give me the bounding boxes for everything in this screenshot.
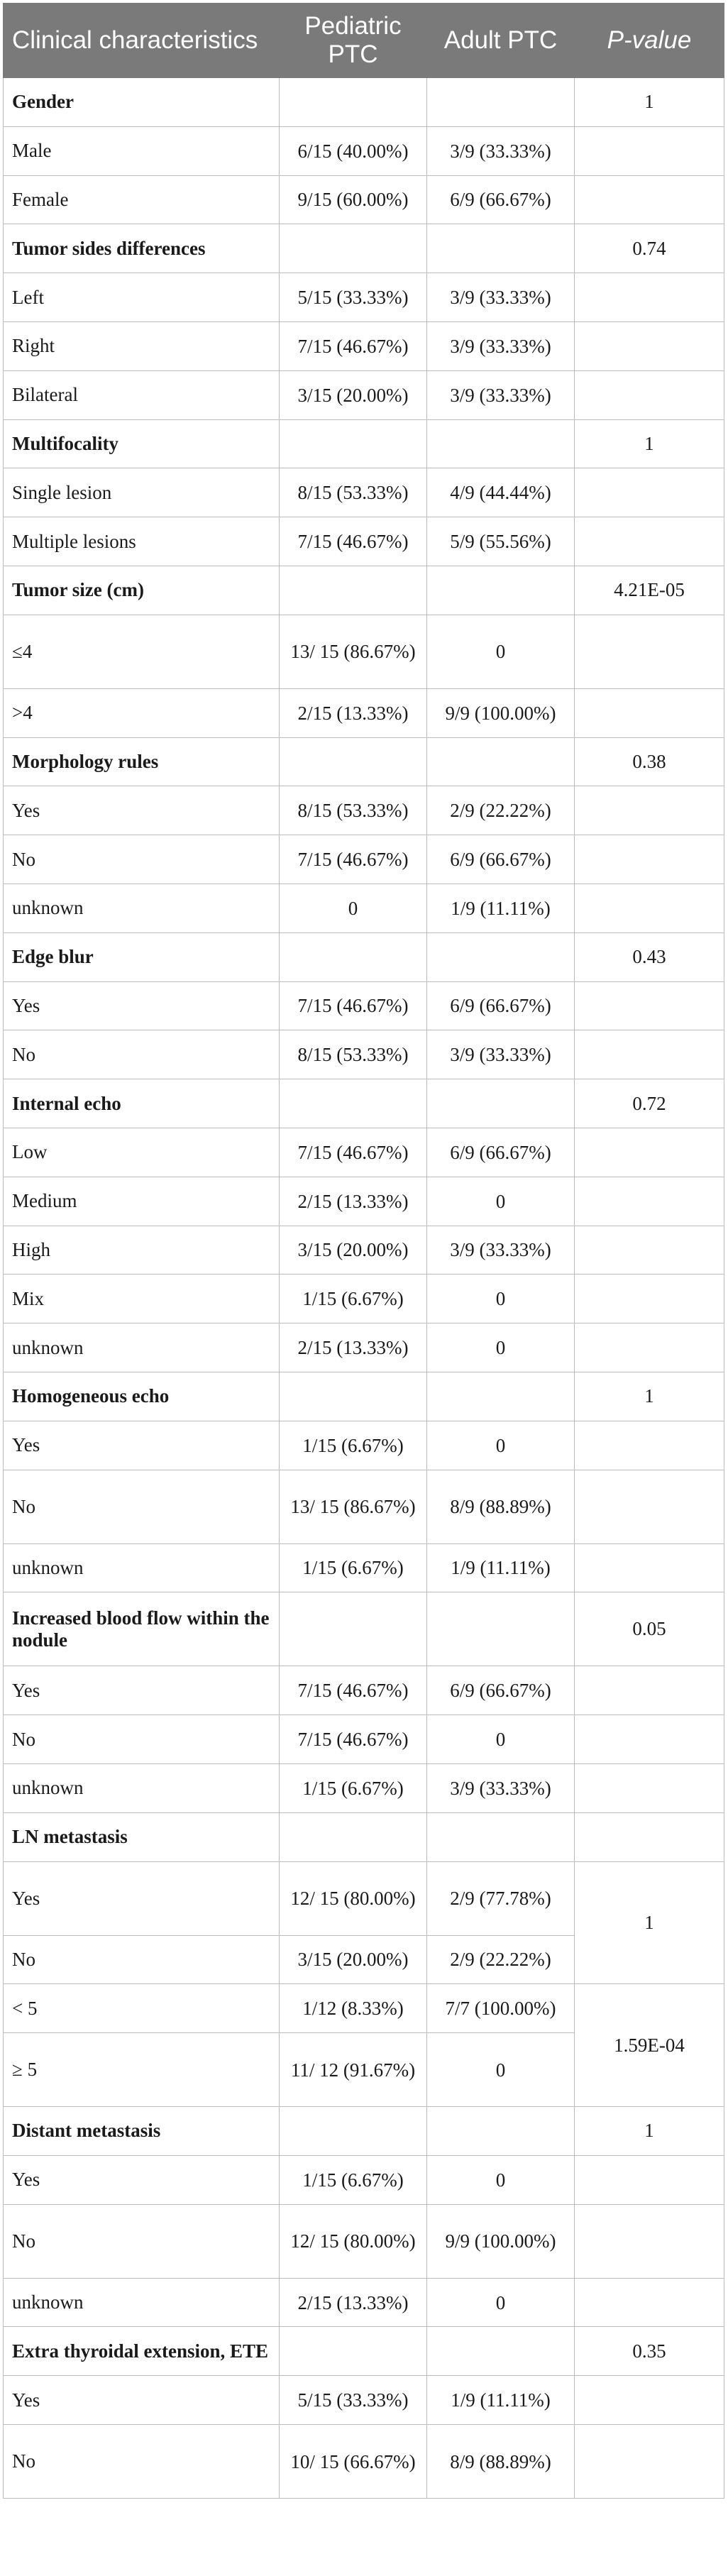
adult-value: 4/9 (44.44%) bbox=[427, 468, 575, 517]
group-label: Multifocality bbox=[4, 419, 280, 468]
pediatric-value: 0 bbox=[280, 884, 427, 932]
pediatric-value bbox=[280, 1079, 427, 1128]
header-pediatric-ptc: Pediatric PTC bbox=[280, 4, 427, 78]
group-label: Extra thyroidal extension, ETE bbox=[4, 2327, 280, 2376]
p-value bbox=[575, 370, 724, 419]
group-label: LN metastasis bbox=[4, 1812, 280, 1861]
p-value bbox=[575, 468, 724, 517]
pediatric-value bbox=[280, 2327, 427, 2376]
p-value bbox=[575, 1666, 724, 1715]
adult-value: 7/7 (100.00%) bbox=[427, 1984, 575, 2033]
p-value: 0.43 bbox=[575, 932, 724, 981]
pediatric-value: 7/15 (46.67%) bbox=[280, 981, 427, 1030]
pediatric-value: 13/ 15 (86.67%) bbox=[280, 1470, 427, 1543]
p-value: 1 bbox=[575, 1861, 724, 1984]
p-value bbox=[575, 1421, 724, 1470]
pediatric-value: 13/ 15 (86.67%) bbox=[280, 615, 427, 688]
p-value bbox=[575, 1812, 724, 1861]
table-group-row bbox=[4, 737, 724, 786]
adult-value: 9/9 (100.00%) bbox=[427, 688, 575, 737]
table-row bbox=[4, 1226, 724, 1275]
p-value bbox=[575, 175, 724, 224]
group-label: Morphology rules bbox=[4, 737, 280, 786]
group-label: Tumor sides differences bbox=[4, 224, 280, 273]
p-value bbox=[575, 1226, 724, 1275]
adult-value: 3/9 (33.33%) bbox=[427, 273, 575, 322]
adult-value bbox=[427, 932, 575, 981]
header-row bbox=[4, 4, 724, 78]
adult-value: 2/9 (22.22%) bbox=[427, 786, 575, 835]
p-value bbox=[575, 1470, 724, 1543]
pediatric-value: 2/15 (13.33%) bbox=[280, 688, 427, 737]
row-label: High bbox=[4, 1226, 280, 1275]
adult-value: 5/9 (55.56%) bbox=[427, 517, 575, 566]
pediatric-value bbox=[280, 1592, 427, 1666]
row-label: No bbox=[4, 835, 280, 884]
pediatric-value: 6/15 (40.00%) bbox=[280, 126, 427, 175]
table-row bbox=[4, 175, 724, 224]
p-value bbox=[575, 615, 724, 688]
row-label: unknown bbox=[4, 2278, 280, 2327]
row-label: Male bbox=[4, 126, 280, 175]
adult-value: 0 bbox=[427, 2155, 575, 2204]
pediatric-value bbox=[280, 932, 427, 981]
p-value bbox=[575, 2278, 724, 2327]
table-group-row bbox=[4, 566, 724, 615]
row-label: unknown bbox=[4, 1323, 280, 1372]
adult-value bbox=[427, 78, 575, 127]
pediatric-value: 7/15 (46.67%) bbox=[280, 835, 427, 884]
row-label: Bilateral bbox=[4, 370, 280, 419]
group-label: Homogeneous echo bbox=[4, 1372, 280, 1421]
p-value bbox=[575, 786, 724, 835]
p-value: 0.38 bbox=[575, 737, 724, 786]
table-row bbox=[4, 1177, 724, 1226]
pediatric-value: 8/15 (53.33%) bbox=[280, 786, 427, 835]
header-adult-ptc: Adult PTC bbox=[427, 4, 575, 78]
pediatric-value: 11/ 12 (91.67%) bbox=[280, 2033, 427, 2107]
pediatric-value bbox=[280, 737, 427, 786]
adult-value bbox=[427, 1592, 575, 1666]
table-group-row bbox=[4, 932, 724, 981]
pediatric-value: 3/15 (20.00%) bbox=[280, 370, 427, 419]
p-value bbox=[575, 2425, 724, 2499]
pediatric-value: 1/15 (6.67%) bbox=[280, 2155, 427, 2204]
p-value bbox=[575, 688, 724, 737]
p-value bbox=[575, 981, 724, 1030]
adult-value bbox=[427, 419, 575, 468]
adult-value: 1/9 (11.11%) bbox=[427, 884, 575, 932]
row-label: No bbox=[4, 1470, 280, 1543]
table-row bbox=[4, 1715, 724, 1764]
row-label: Left bbox=[4, 273, 280, 322]
p-value bbox=[575, 1128, 724, 1177]
adult-value: 0 bbox=[427, 1715, 575, 1764]
p-value bbox=[575, 1030, 724, 1079]
adult-value: 3/9 (33.33%) bbox=[427, 126, 575, 175]
p-value: 4.21E-05 bbox=[575, 566, 724, 615]
pediatric-value bbox=[280, 78, 427, 127]
adult-value: 6/9 (66.67%) bbox=[427, 1666, 575, 1715]
adult-value bbox=[427, 737, 575, 786]
table-row bbox=[4, 1861, 724, 1935]
p-value bbox=[575, 1323, 724, 1372]
pediatric-value: 8/15 (53.33%) bbox=[280, 1030, 427, 1079]
p-value bbox=[575, 2376, 724, 2425]
p-value bbox=[575, 1715, 724, 1764]
adult-value: 0 bbox=[427, 1177, 575, 1226]
table-group-row bbox=[4, 2107, 724, 2156]
pediatric-value: 1/15 (6.67%) bbox=[280, 1763, 427, 1812]
group-label: Distant metastasis bbox=[4, 2107, 280, 2156]
p-value bbox=[575, 1275, 724, 1323]
table-row bbox=[4, 1128, 724, 1177]
table-group-row bbox=[4, 1079, 724, 1128]
adult-value: 3/9 (33.33%) bbox=[427, 1763, 575, 1812]
p-value: 0.05 bbox=[575, 1592, 724, 1666]
table-row bbox=[4, 2155, 724, 2204]
row-label: >4 bbox=[4, 688, 280, 737]
group-label: Tumor size (cm) bbox=[4, 566, 280, 615]
pediatric-value: 1/15 (6.67%) bbox=[280, 1543, 427, 1592]
row-label: Mix bbox=[4, 1275, 280, 1323]
table-group-row bbox=[4, 78, 724, 127]
table-row bbox=[4, 1421, 724, 1470]
adult-value: 8/9 (88.89%) bbox=[427, 2425, 575, 2499]
p-value: 1.59E-04 bbox=[575, 1984, 724, 2107]
p-value bbox=[575, 2155, 724, 2204]
pediatric-value: 5/15 (33.33%) bbox=[280, 2376, 427, 2425]
p-value: 0.72 bbox=[575, 1079, 724, 1128]
table-row bbox=[4, 1666, 724, 1715]
adult-value: 6/9 (66.67%) bbox=[427, 175, 575, 224]
table-row bbox=[4, 2278, 724, 2327]
adult-value: 3/9 (33.33%) bbox=[427, 370, 575, 419]
table-row bbox=[4, 1030, 724, 1079]
pediatric-value: 12/ 15 (80.00%) bbox=[280, 2204, 427, 2278]
pediatric-value: 5/15 (33.33%) bbox=[280, 273, 427, 322]
table-row bbox=[4, 1275, 724, 1323]
pediatric-value: 9/15 (60.00%) bbox=[280, 175, 427, 224]
adult-value: 6/9 (66.67%) bbox=[427, 835, 575, 884]
row-label: unknown bbox=[4, 884, 280, 932]
adult-value: 1/9 (11.11%) bbox=[427, 2376, 575, 2425]
table-row bbox=[4, 2204, 724, 2278]
table-group-row bbox=[4, 224, 724, 273]
p-value bbox=[575, 835, 724, 884]
row-label: Yes bbox=[4, 2376, 280, 2425]
group-label: Edge blur bbox=[4, 932, 280, 981]
group-label: Gender bbox=[4, 78, 280, 127]
p-value: 1 bbox=[575, 419, 724, 468]
row-label: ≥ 5 bbox=[4, 2033, 280, 2107]
table-row bbox=[4, 1984, 724, 2033]
clinical-characteristics-table bbox=[3, 3, 724, 2499]
row-label: Multiple lesions bbox=[4, 517, 280, 566]
table-group-row bbox=[4, 419, 724, 468]
group-label: Increased blood flow within the nodule bbox=[4, 1592, 280, 1666]
row-label: Yes bbox=[4, 2155, 280, 2204]
pediatric-value: 7/15 (46.67%) bbox=[280, 517, 427, 566]
pediatric-value bbox=[280, 566, 427, 615]
adult-value: 0 bbox=[427, 1323, 575, 1372]
table-row bbox=[4, 786, 724, 835]
pediatric-value: 3/15 (20.00%) bbox=[280, 1935, 427, 1984]
pediatric-value: 2/15 (13.33%) bbox=[280, 2278, 427, 2327]
p-value bbox=[575, 1763, 724, 1812]
pediatric-value: 1/12 (8.33%) bbox=[280, 1984, 427, 2033]
p-value bbox=[575, 2204, 724, 2278]
row-label: Yes bbox=[4, 1861, 280, 1935]
row-label: ≤4 bbox=[4, 615, 280, 688]
table-row bbox=[4, 2425, 724, 2499]
table-row bbox=[4, 981, 724, 1030]
row-label: < 5 bbox=[4, 1984, 280, 2033]
p-value bbox=[575, 1543, 724, 1592]
p-value bbox=[575, 1177, 724, 1226]
p-value bbox=[575, 321, 724, 370]
pediatric-value bbox=[280, 1812, 427, 1861]
pediatric-value: 10/ 15 (66.67%) bbox=[280, 2425, 427, 2499]
row-label: No bbox=[4, 2425, 280, 2499]
table-row bbox=[4, 1323, 724, 1372]
table-row bbox=[4, 1470, 724, 1543]
adult-value: 0 bbox=[427, 2278, 575, 2327]
table-row bbox=[4, 615, 724, 688]
adult-value: 3/9 (33.33%) bbox=[427, 1030, 575, 1079]
pediatric-value: 8/15 (53.33%) bbox=[280, 468, 427, 517]
adult-value: 0 bbox=[427, 615, 575, 688]
row-label: Low bbox=[4, 1128, 280, 1177]
row-label: No bbox=[4, 1030, 280, 1079]
table-body bbox=[4, 78, 724, 2499]
pediatric-value: 7/15 (46.67%) bbox=[280, 321, 427, 370]
row-label: Medium bbox=[4, 1177, 280, 1226]
p-value: 1 bbox=[575, 2107, 724, 2156]
adult-value: 0 bbox=[427, 1275, 575, 1323]
table-row bbox=[4, 2376, 724, 2425]
table-group-row bbox=[4, 1592, 724, 1666]
pediatric-value: 3/15 (20.00%) bbox=[280, 1226, 427, 1275]
table-row bbox=[4, 273, 724, 322]
table-row bbox=[4, 835, 724, 884]
pediatric-value: 7/15 (46.67%) bbox=[280, 1128, 427, 1177]
table-group-row bbox=[4, 1812, 724, 1861]
adult-value: 2/9 (22.22%) bbox=[427, 1935, 575, 1984]
adult-value bbox=[427, 1812, 575, 1861]
table-row bbox=[4, 321, 724, 370]
pediatric-value bbox=[280, 224, 427, 273]
row-label: No bbox=[4, 2204, 280, 2278]
table-row bbox=[4, 884, 724, 932]
adult-value bbox=[427, 2327, 575, 2376]
pediatric-value: 2/15 (13.33%) bbox=[280, 1323, 427, 1372]
p-value bbox=[575, 126, 724, 175]
row-label: Female bbox=[4, 175, 280, 224]
p-value bbox=[575, 517, 724, 566]
pediatric-value: 1/15 (6.67%) bbox=[280, 1275, 427, 1323]
table-row bbox=[4, 370, 724, 419]
pediatric-value: 7/15 (46.67%) bbox=[280, 1715, 427, 1764]
table-row bbox=[4, 468, 724, 517]
pediatric-value: 1/15 (6.67%) bbox=[280, 1421, 427, 1470]
p-value: 1 bbox=[575, 1372, 724, 1421]
p-value bbox=[575, 273, 724, 322]
row-label: Yes bbox=[4, 786, 280, 835]
adult-value: 3/9 (33.33%) bbox=[427, 1226, 575, 1275]
row-label: Right bbox=[4, 321, 280, 370]
adult-value: 0 bbox=[427, 1421, 575, 1470]
adult-value bbox=[427, 1372, 575, 1421]
header-clinical-characteristics: Clinical characteristics bbox=[4, 4, 280, 78]
table-group-row bbox=[4, 2327, 724, 2376]
p-value: 0.74 bbox=[575, 224, 724, 273]
header-p-value: P-value bbox=[575, 4, 724, 78]
p-value: 1 bbox=[575, 78, 724, 127]
row-label: Single lesion bbox=[4, 468, 280, 517]
row-label: No bbox=[4, 1935, 280, 1984]
adult-value: 8/9 (88.89%) bbox=[427, 1470, 575, 1543]
pediatric-value bbox=[280, 2107, 427, 2156]
table-row bbox=[4, 688, 724, 737]
pediatric-value bbox=[280, 1372, 427, 1421]
adult-value bbox=[427, 224, 575, 273]
row-label: unknown bbox=[4, 1763, 280, 1812]
pediatric-value bbox=[280, 419, 427, 468]
adult-value bbox=[427, 566, 575, 615]
adult-value bbox=[427, 2107, 575, 2156]
group-label: Internal echo bbox=[4, 1079, 280, 1128]
adult-value: 6/9 (66.67%) bbox=[427, 981, 575, 1030]
pediatric-value: 12/ 15 (80.00%) bbox=[280, 1861, 427, 1935]
table-row bbox=[4, 517, 724, 566]
table-row bbox=[4, 1543, 724, 1592]
row-label: Yes bbox=[4, 1666, 280, 1715]
adult-value: 2/9 (77.78%) bbox=[427, 1861, 575, 1935]
adult-value: 6/9 (66.67%) bbox=[427, 1128, 575, 1177]
table-row bbox=[4, 126, 724, 175]
p-value bbox=[575, 884, 724, 932]
row-label: Yes bbox=[4, 981, 280, 1030]
row-label: Yes bbox=[4, 1421, 280, 1470]
table-group-row bbox=[4, 1372, 724, 1421]
adult-value: 1/9 (11.11%) bbox=[427, 1543, 575, 1592]
p-value: 0.35 bbox=[575, 2327, 724, 2376]
row-label: unknown bbox=[4, 1543, 280, 1592]
row-label: No bbox=[4, 1715, 280, 1764]
pediatric-value: 2/15 (13.33%) bbox=[280, 1177, 427, 1226]
adult-value: 0 bbox=[427, 2033, 575, 2107]
adult-value: 9/9 (100.00%) bbox=[427, 2204, 575, 2278]
adult-value: 3/9 (33.33%) bbox=[427, 321, 575, 370]
table-row bbox=[4, 1763, 724, 1812]
adult-value bbox=[427, 1079, 575, 1128]
pediatric-value: 7/15 (46.67%) bbox=[280, 1666, 427, 1715]
